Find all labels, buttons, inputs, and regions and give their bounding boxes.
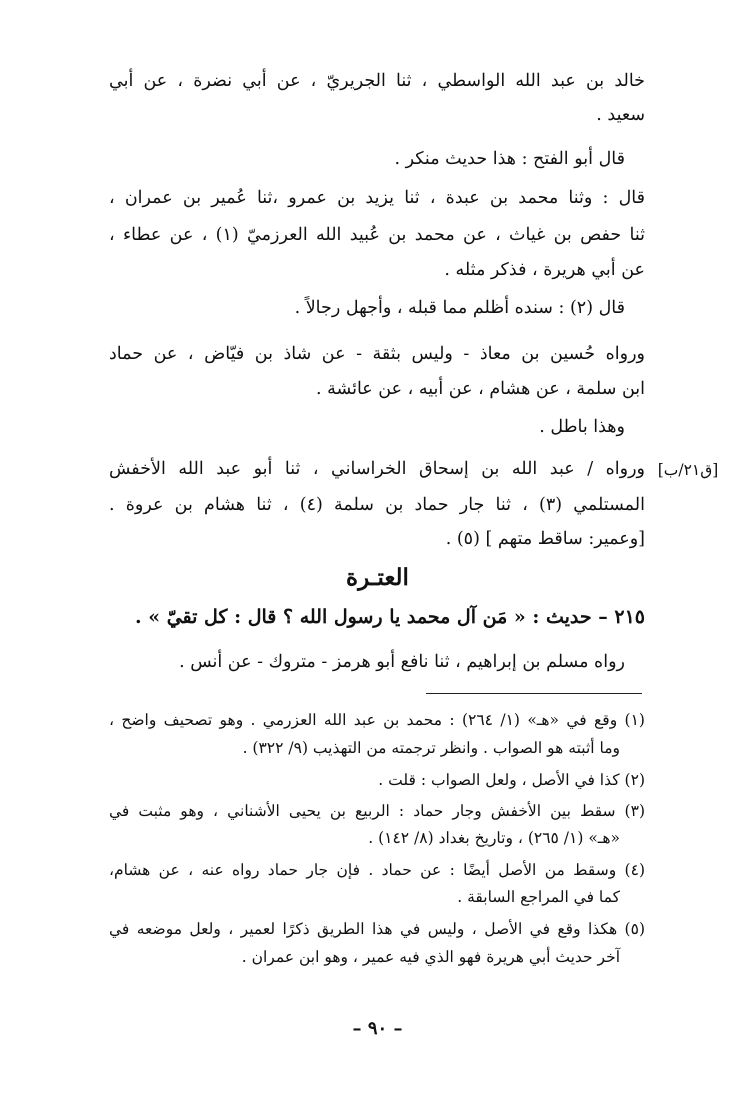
footnote-line: كما في المراجع السابقة .	[457, 888, 620, 906]
footnote-line: «هـ» (١/ ٢٦٥) ، وتاريخ بغداد (٨/ ١٤٢) .	[368, 829, 620, 847]
body-line: ورواه / عبد الله بن إسحاق الخراساني ، ثنا أبو عبد الله الأخفش	[109, 459, 645, 479]
footnote-line: آخر حديث أبي هريرة فهو الذي فيه عمير ، وهو ابن عمران .	[241, 948, 620, 966]
body-line: قال أبو الفتح : هذا حديث منكر .	[394, 149, 625, 169]
body-line: ورواه حُسين بن معاذ - وليس بثقة - عن شاذ بن فيّاض ، عن حماد	[109, 344, 645, 364]
section-heading: العتـرة	[346, 564, 409, 591]
body-line: ابن سلمة ، عن هشام ، عن أبيه ، عن عائشة .	[315, 379, 645, 399]
footnote-line: (٤) وسقط من الأصل أيضًا : عن حماد . فإن جار حماد رواه عنه ، عن هشام،	[109, 861, 645, 879]
footnote-line: وما أثبته هو الصواب . وانظر ترجمته من التهذيب (٩/ ٣٢٢) .	[242, 739, 620, 757]
narration-line: رواه مسلم بن إبراهيم ، ثنا نافع أبو هرمز - متروك - عن أنس .	[179, 652, 625, 672]
body-line: قال : وثنا محمد بن عبدة ، ثنا يزيد بن عمرو ،ثنا عُمير بن عمران ،	[109, 188, 645, 208]
footnote-divider	[426, 693, 642, 694]
footnote-line: (٢) كذا في الأصل ، ولعل الصواب : قلت .	[378, 771, 645, 789]
footnote-line: (١) وقع في «هـ» (١/ ٢٦٤) : محمد بن عبد الله العزرمي . وهو تصحيف واضح ،	[109, 711, 645, 729]
body-line: عن أبي هريرة ، فذكر مثله .	[444, 260, 645, 280]
body-line: وهذا باطل .	[539, 417, 625, 437]
page-number: – ٩٠ –	[352, 1018, 403, 1039]
body-line: المستلمي (٣) ، ثنا جار حماد بن سلمة (٤) ، ثنا هشام بن عروة .	[109, 495, 645, 515]
footnote-line: (٥) هكذا وقع في الأصل ، وليس في هذا الطريق ذكرًا لعمير ، ولعل موضعه في	[109, 920, 645, 938]
hadith-title: ٢١٥ – حديث : « مَن آل محمد يا رسول الله ؟ قال : كل تقيّ » .	[134, 606, 645, 628]
body-line: خالد بن عبد الله الواسطي ، ثنا الجريريّ ، عن أبي نضرة ، عن أبي	[109, 71, 645, 91]
body-line: ثنا حفص بن غياث ، عن محمد بن عُبيد الله العرزميّ (١) ، عن عطاء ،	[109, 225, 645, 245]
body-line: سعيد .	[596, 105, 645, 125]
footnote-line: (٣) سقط بين الأخفش وجار حماد : الربيع بن يحيى الأشناني ، وهو مثبت في	[109, 802, 645, 820]
body-line: قال (٢) : سنده أظلم مما قبله ، وأجهل رجالاً .	[294, 298, 625, 318]
manuscript-folio-ref: [ق٢١/ب]	[657, 461, 719, 479]
body-line: [وعمير: ساقط متهم ] (٥) .	[445, 529, 645, 549]
